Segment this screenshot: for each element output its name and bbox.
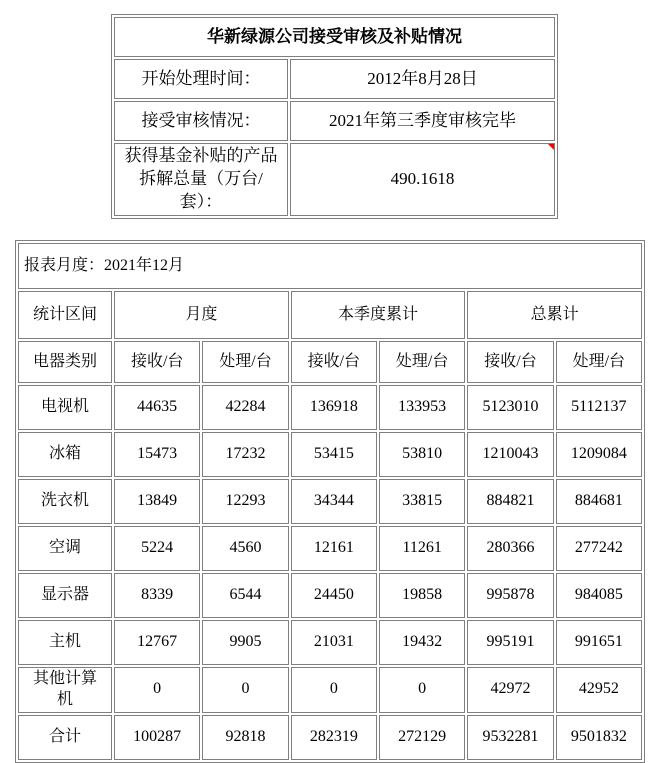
category-cell: 空调 — [18, 526, 112, 571]
table-row-other-computer — [18, 667, 642, 713]
summary-table — [111, 14, 558, 219]
value-cell: 33815 — [379, 479, 465, 524]
value-cell: 12161 — [291, 526, 377, 571]
section-header-row — [18, 291, 642, 339]
value-cell: 0 — [114, 667, 200, 713]
value-cell: 5123010 — [467, 385, 553, 430]
table-row-washer — [18, 479, 642, 524]
report-table — [15, 240, 645, 763]
col-header-processed: 处理/台 — [379, 341, 465, 383]
value-cell: 19858 — [379, 573, 465, 618]
table-row-host — [18, 620, 642, 665]
value-cell: 42972 — [467, 667, 553, 713]
col-header-received: 接收/台 — [467, 341, 553, 383]
value-cell: 44635 — [114, 385, 200, 430]
value-cell: 42952 — [556, 667, 642, 713]
value-cell: 12293 — [202, 479, 288, 524]
value-cell: 100287 — [114, 715, 200, 760]
value-cell: 0 — [379, 667, 465, 713]
summary-row-audit-status — [114, 101, 555, 141]
audit-status-label: 接受审核情况： — [114, 101, 288, 141]
subsidy-total-label: 获得基金补贴的产品拆解总量（万台/套）： — [114, 143, 288, 216]
category-cell: 其他计算机 — [18, 667, 112, 713]
value-cell: 136918 — [291, 385, 377, 430]
value-cell: 8339 — [114, 573, 200, 618]
value-cell: 53415 — [291, 432, 377, 477]
value-cell: 34344 — [291, 479, 377, 524]
category-cell: 电视机 — [18, 385, 112, 430]
value-cell: 0 — [202, 667, 288, 713]
value-cell: 5112137 — [556, 385, 642, 430]
value-cell: 12767 — [114, 620, 200, 665]
value-cell: 11261 — [379, 526, 465, 571]
group-header-month: 月度 — [114, 291, 289, 339]
value-cell: 1209084 — [556, 432, 642, 477]
report-period-row — [18, 243, 642, 289]
value-cell: 4560 — [202, 526, 288, 571]
category-cell: 洗衣机 — [18, 479, 112, 524]
value-cell: 13849 — [114, 479, 200, 524]
table-row-total — [18, 715, 642, 760]
audit-status-value: 2021年第三季度审核完毕 — [290, 101, 555, 141]
comment-marker-icon — [548, 144, 554, 150]
value-cell: 1210043 — [467, 432, 553, 477]
summary-title: 华新绿源公司接受审核及补贴情况 — [114, 17, 555, 57]
summary-row-start-time — [114, 59, 555, 99]
group-header-total: 总累计 — [467, 291, 642, 339]
value-cell: 9501832 — [556, 715, 642, 760]
table-row-monitor — [18, 573, 642, 618]
value-cell: 884681 — [556, 479, 642, 524]
value-cell: 995191 — [467, 620, 553, 665]
value-cell: 991651 — [556, 620, 642, 665]
col-header-processed: 处理/台 — [556, 341, 642, 383]
value-cell: 21031 — [291, 620, 377, 665]
col-header-processed: 处理/台 — [202, 341, 288, 383]
table-row-tv — [18, 385, 642, 430]
start-time-value: 2012年8月28日 — [290, 59, 555, 99]
subsidy-total-value: 490.1618 — [390, 168, 455, 188]
value-cell: 19432 — [379, 620, 465, 665]
report-period-label: 报表月度： — [24, 256, 105, 274]
category-header: 电器类别 — [18, 341, 112, 383]
value-cell: 53810 — [379, 432, 465, 477]
stat-interval-header: 统计区间 — [18, 291, 112, 339]
value-cell: 9905 — [202, 620, 288, 665]
col-header-received: 接收/台 — [114, 341, 200, 383]
category-cell: 合计 — [18, 715, 112, 760]
category-cell: 主机 — [18, 620, 112, 665]
value-cell: 0 — [291, 667, 377, 713]
value-cell: 24450 — [291, 573, 377, 618]
column-header-row — [18, 341, 642, 383]
value-cell: 884821 — [467, 479, 553, 524]
value-cell: 277242 — [556, 526, 642, 571]
summary-title-row — [114, 17, 555, 57]
table-row-aircon — [18, 526, 642, 571]
value-cell: 5224 — [114, 526, 200, 571]
category-cell: 显示器 — [18, 573, 112, 618]
table-row-fridge — [18, 432, 642, 477]
group-header-quarter: 本季度累计 — [291, 291, 466, 339]
value-cell: 133953 — [379, 385, 465, 430]
summary-row-subsidy-total — [114, 143, 555, 216]
value-cell: 9532281 — [467, 715, 553, 760]
col-header-received: 接收/台 — [291, 341, 377, 383]
value-cell: 272129 — [379, 715, 465, 760]
subsidy-total-cell — [290, 143, 555, 216]
value-cell: 984085 — [556, 573, 642, 618]
value-cell: 995878 — [467, 573, 553, 618]
value-cell: 280366 — [467, 526, 553, 571]
value-cell: 17232 — [202, 432, 288, 477]
category-cell: 冰箱 — [18, 432, 112, 477]
value-cell: 282319 — [291, 715, 377, 760]
value-cell: 42284 — [202, 385, 288, 430]
value-cell: 6544 — [202, 573, 288, 618]
report-period-value: 2021年12月 — [104, 256, 185, 274]
value-cell: 15473 — [114, 432, 200, 477]
value-cell: 92818 — [202, 715, 288, 760]
report-period-cell — [18, 243, 642, 289]
start-time-label: 开始处理时间： — [114, 59, 288, 99]
